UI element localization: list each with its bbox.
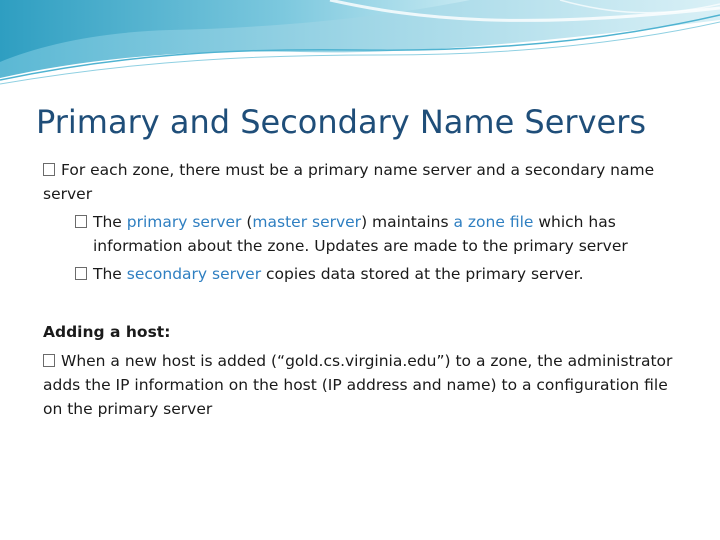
term-zone-file: a zone file (453, 213, 534, 231)
term-secondary-server: secondary server (126, 265, 262, 283)
sub-bullet-primary-server: The primary server (master server) maintains a zone file which has information about the zone. Updates are made to the primary server (75, 210, 693, 258)
slide-title: Primary and Secondary Name Servers (36, 103, 647, 141)
sub-bullet-secondary-server: The secondary server copies data stored at the primary server. (75, 262, 695, 286)
square-bullet-icon (43, 163, 55, 176)
term-master-server: master server (252, 213, 362, 231)
header-wave-decoration (0, 0, 720, 90)
bullet-text: When a new host is added (“gold.cs.virginia.edu”) to a zone, the administrator adds the IP information on the host (IP address and name) to a configuration file on the primary server (43, 352, 673, 418)
square-bullet-icon (75, 215, 87, 228)
square-bullet-icon (75, 267, 87, 280)
square-bullet-icon (43, 354, 55, 367)
bullet-adding-host (43, 349, 688, 421)
bullet-primary-secondary (43, 158, 703, 206)
adding-host-heading: Adding a host: (43, 323, 171, 341)
term-primary-server: primary server (126, 213, 242, 231)
bullet-text: For each zone, there must be a primary name server and a secondary name server (43, 161, 655, 203)
